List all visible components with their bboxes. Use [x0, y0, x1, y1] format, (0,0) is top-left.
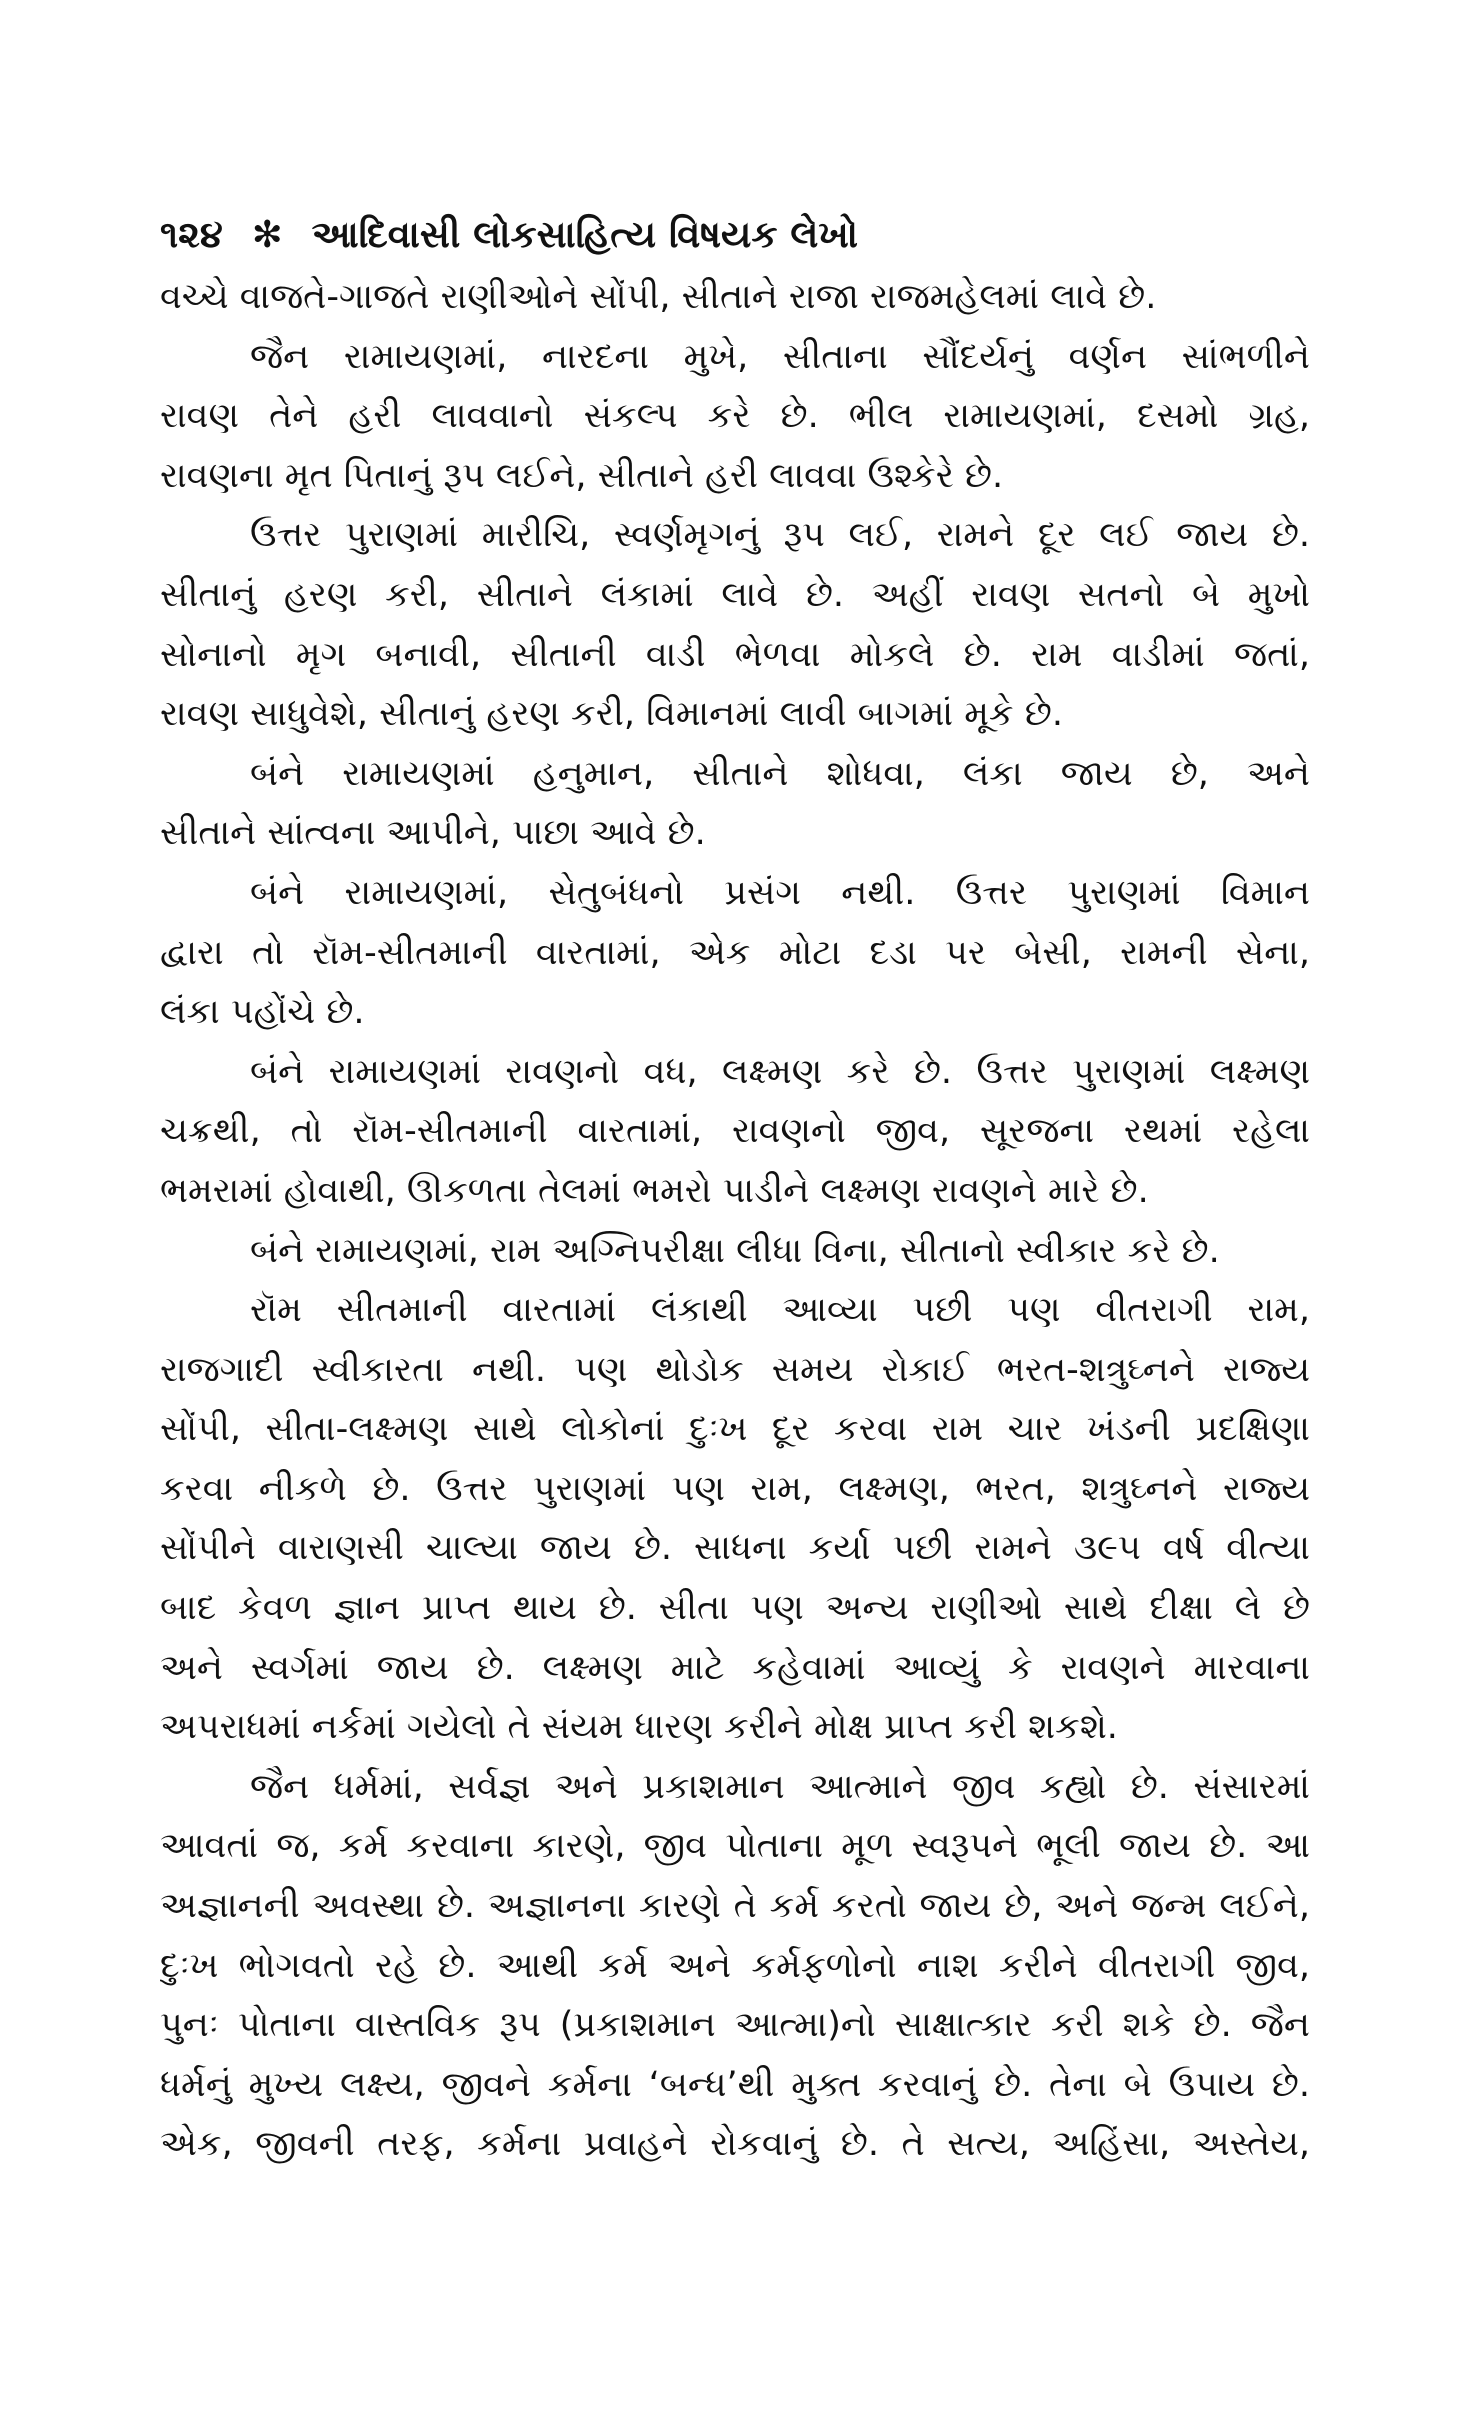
text-line: વચ્ચે વાજતે-ગાજતે રાણીઓને સોંપી, સીતાને રાજા રાજમહેલમાં લાવે છે. — [160, 277, 1157, 317]
text-line: સોનાનો મૃગ બનાવી, સીતાની વાડી ભેળવા મોકલે છે. રામ વાડીમાં જતાં, — [160, 634, 1310, 675]
page-number: ૧૨૪ — [160, 213, 223, 256]
text-line: લંકા પહોંચે છે. — [160, 992, 365, 1033]
body-text — [160, 268, 1310, 2175]
text-line: ભમરામાં હોવાથી, ઊકળતા તેલમાં ભમરો પાડીને લક્ષ્મણ રાવણને મારે છે. — [160, 1170, 1149, 1211]
text-line: સીતાનું હરણ કરી, સીતાને લંકામાં લાવે છે. અહીં રાવણ સતનો બે મુખો — [160, 574, 1310, 615]
text-line: ઉત્તર પુરાણમાં મારીચિ, સ્વર્ણમૃગનું રૂપ લઈ, રામને દૂર લઈ જાય છે. — [250, 515, 1310, 556]
text-line: બાદ કેવળ જ્ઞાન પ્રાપ્ત થાય છે. સીતા પણ અન્ય રાણીઓ સાથે દીક્ષા લે છે — [160, 1588, 1310, 1629]
running-head — [160, 205, 1310, 265]
text-line: અપરાધમાં નર્કમાં ગયેલો તે સંયમ ધારણ કરીને મોક્ષ પ્રાપ્ત કરી શકશે. — [160, 1707, 1118, 1748]
text-line: રાજગાદી સ્વીકારતા નથી. પણ થોડોક સમય રોકાઈ ભરત-શત્રુઘ્નને રાજ્ય — [160, 1349, 1310, 1390]
text-line: રાવણ તેને હરી લાવવાનો સંકલ્પ કરે છે. ભીલ રામાયણમાં, દસમો ગ્રહ, — [160, 396, 1310, 437]
text-line: બંને રામાયણમાં, રામ અગ્નિપરીક્ષા લીધા વિના, સીતાનો સ્વીકાર કરે છે. — [250, 1230, 1220, 1271]
asterisk-icon: ✻ — [251, 213, 283, 256]
text-line: રાવણના મૃત પિતાનું રૂપ લઈને, સીતાને હરી લાવવા ઉશ્કેરે છે. — [160, 455, 1004, 496]
text-line: રાવણ સાધુવેશે, સીતાનું હરણ કરી, વિમાનમાં લાવી બાગમાં મૂકે છે. — [160, 694, 1063, 735]
text-line: બંને રામાયણમાં હનુમાન, સીતાને શોધવા, લંકા જાય છે, અને — [250, 753, 1310, 794]
text-line: બંને રામાયણમાં રાવણનો વધ, લક્ષ્મણ કરે છે. ઉત્તર પુરાણમાં લક્ષ્મણ — [250, 1051, 1310, 1092]
text-line: રૉમ સીતમાની વારતામાં લંકાથી આવ્યા પછી પણ વીતરાગી રામ, — [250, 1290, 1310, 1331]
text-line: પુનઃ પોતાના વાસ્તવિક રૂપ (પ્રકાશમાન આત્મા)નો સાક્ષાત્કાર કરી શકે છે. જૈન — [160, 2005, 1310, 2046]
text-line: જૈન રામાયણમાં, નારદના મુખે, સીતાના સૌંદર્યનું વર્ણન સાંભળીને — [250, 336, 1310, 377]
book-title: આદિવાસી લોકસાહિત્ય વિષયક લેખો — [311, 213, 858, 256]
text-line: સોંપી, સીતા-લક્ષ્મણ સાથે લોકોનાં દુઃખ દૂર કરવા રામ ચાર ખંડની પ્રદક્ષિણા — [160, 1409, 1310, 1450]
text-line: અને સ્વર્ગમાં જાય છે. લક્ષ્મણ માટે કહેવામાં આવ્યું કે રાવણને મારવાના — [160, 1647, 1310, 1688]
text-line: સોંપીને વારાણસી ચાલ્યા જાય છે. સાધના કર્યા પછી રામને ૩૯૫ વર્ષ વીત્યા — [160, 1528, 1310, 1569]
text-line: એક, જીવની તરફ, કર્મના પ્રવાહને રોકવાનું છે. તે સત્ય, અહિંસા, અસ્તેય, — [160, 2124, 1310, 2165]
text-line: બંને રામાયણમાં, સેતુબંધનો પ્રસંગ નથી. ઉત્તર પુરાણમાં વિમાન — [250, 872, 1310, 913]
text-line: અજ્ઞાનની અવસ્થા છે. અજ્ઞાનના કારણે તે કર્મ કરતો જાય છે, અને જન્મ લઈને, — [160, 1886, 1310, 1927]
text-line: જૈન ધર્મમાં, સર્વજ્ઞ અને પ્રકાશમાન આત્માને જીવ કહ્યો છે. સંસારમાં — [250, 1766, 1310, 1807]
text-line: ચક્રથી, તો રૉમ-સીતમાની વારતામાં, રાવણનો જીવ, સૂરજના રથમાં રહેલા — [160, 1111, 1310, 1152]
text-line: કરવા નીકળે છે. ઉત્તર પુરાણમાં પણ રામ, લક્ષ્મણ, ભરત, શત્રુઘ્નને રાજ્ય — [160, 1468, 1310, 1509]
text-line: દુઃખ ભોગવતો રહે છે. આથી કર્મ અને કર્મફળોનો નાશ કરીને વીતરાગી જીવ, — [160, 1945, 1310, 1986]
text-line: આવતાં જ, કર્મ કરવાના કારણે, જીવ પોતાના મૂળ સ્વરૂપને ભૂલી જાય છે. આ — [160, 1826, 1310, 1867]
text-line: દ્વારા તો રૉમ-સીતમાની વારતામાં, એક મોટા દડા પર બેસી, રામની સેના, — [160, 932, 1310, 973]
text-line: ધર્મનું મુખ્ય લક્ષ્ય, જીવને કર્મના ‘બન્ધ’થી મુક્ત કરવાનું છે. તેના બે ઉપાય છે. — [160, 2064, 1310, 2105]
text-line: સીતાને સાંત્વના આપીને, પાછા આવે છે. — [160, 813, 706, 854]
